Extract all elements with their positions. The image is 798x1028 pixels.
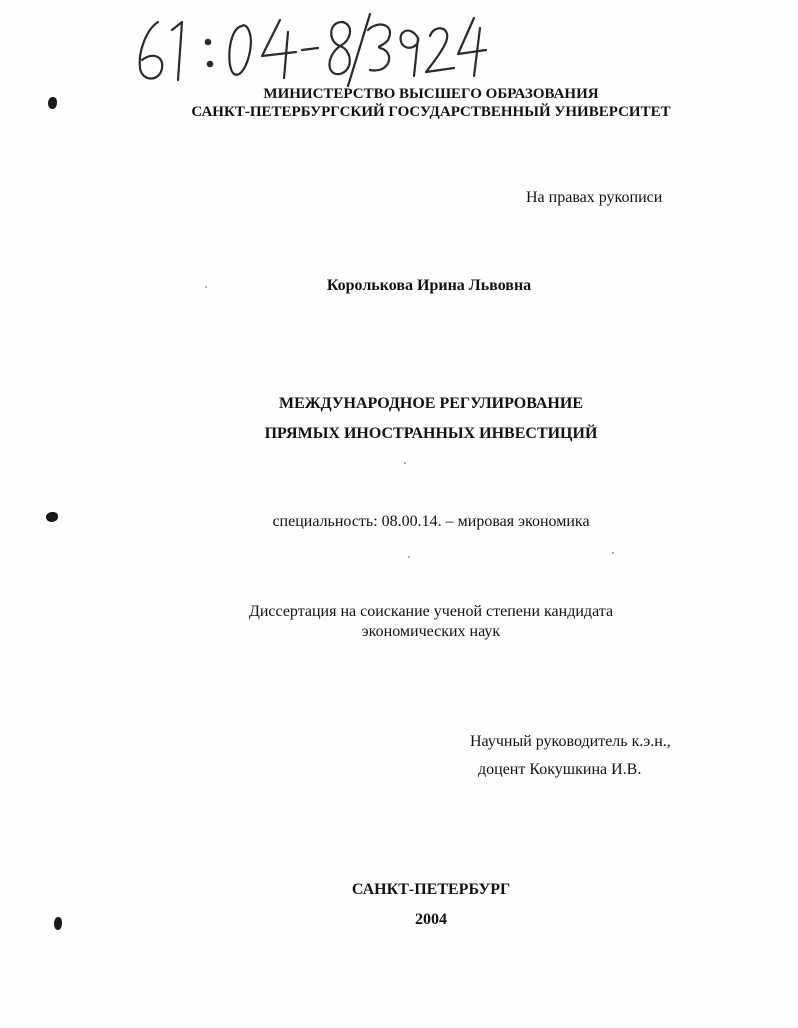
scan-speck — [404, 462, 406, 464]
scan-speck — [612, 552, 614, 554]
scan-speck — [408, 556, 410, 558]
university-name: САНКТ-ПЕТЕРБУРГСКИЙ ГОСУДАРСТВЕННЫЙ УНИВЕРСИТЕТ — [191, 104, 671, 120]
supervisor-line-2: доцент Кокушкина И.В. — [478, 761, 642, 778]
thesis-title-line-1: МЕЖДУНАРОДНОЕ РЕГУЛИРОВАНИЕ — [279, 395, 583, 412]
year: 2004 — [415, 911, 447, 928]
binding-hole-mark — [54, 917, 62, 930]
scan-speck — [205, 286, 207, 288]
ministry-line-1: МИНИСТЕРСТВО ВЫСШЕГО ОБРАЗОВАНИЯ — [263, 86, 599, 102]
binding-hole-mark — [46, 512, 58, 522]
handwritten-archive-number — [128, 8, 488, 88]
supervisor-line-1: Научный руководитель к.э.н., — [470, 733, 671, 750]
binding-hole-mark — [48, 97, 57, 109]
author-name: Королькова Ирина Львовна — [326, 277, 532, 294]
dissertation-line-2: экономических наук — [361, 623, 501, 640]
handwriting-drawing — [128, 8, 488, 88]
thesis-title-line-2: ПРЯМЫХ ИНОСТРАННЫХ ИНВЕСТИЦИЙ — [264, 425, 598, 442]
dissertation-line-1: Диссертация на соискание ученой степени кандидата — [248, 603, 614, 620]
manuscript-note: На правах рукописи — [526, 189, 663, 206]
city: САНКТ-ПЕТЕРБУРГ — [351, 881, 511, 898]
specialty: специальность: 08.00.14. – мировая экономика — [272, 513, 590, 530]
